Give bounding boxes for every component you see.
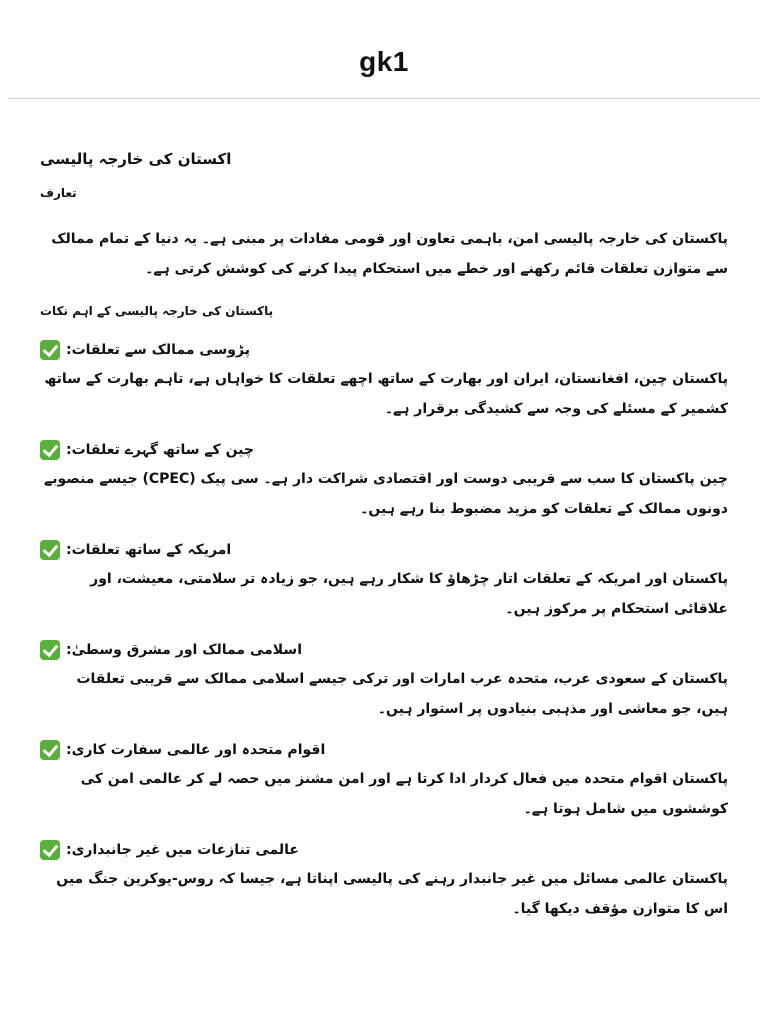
check-mark-icon xyxy=(40,440,60,460)
intro-label: تعارف xyxy=(40,186,77,200)
section-heading-text: امریکہ کے ساتھ تعلقات: xyxy=(66,542,232,558)
intro-paragraph: پاکستان کی خارجہ پالیسی امن، باہمی تعاون اور قومی مفادات پر مبنی ہے۔ یہ دنیا کے تمام ممالک سے متوازن تعلقات قائم رکھنے اور خطے میں استحکام پیدا کرنے کی کوشش کرتی ہے۔ xyxy=(51,231,728,277)
section-body: پاکستان چین، افغانستان، ایران اور بھارت کے ساتھ اچھے تعلقات کا خواہاں ہے، تاہم بھارت کے ساتھ کشمیر کے مسئلے کی وجہ سے کشیدگی برقرار ہے۔ xyxy=(44,371,728,417)
section-heading xyxy=(40,636,728,664)
section-body: پاکستان اقوام متحدہ میں فعال کردار ادا کرتا ہے اور امن مشنز میں حصہ لے کر عالمی امن کی کوششوں میں شامل ہوتا ہے۔ xyxy=(80,771,728,817)
section-body: پاکستان عالمی مسائل میں غیر جانبدار رہنے کی پالیسی اپناتا ہے، جیسا کہ روس-یوکرین جنگ میں اس کا متوازن مؤقف دیکھا گیا۔ xyxy=(56,871,728,917)
section-body: پاکستان اور امریکہ کے تعلقات اتار چڑھاؤ کا شکار رہے ہیں، جو زیادہ تر سلامتی، معیشت، اور علاقائی استحکام پر مرکوز ہیں۔ xyxy=(90,571,728,617)
section-heading-text: اقوام متحدہ اور عالمی سفارت کاری: xyxy=(66,742,326,758)
check-mark-icon xyxy=(40,640,60,660)
section-heading xyxy=(40,436,728,464)
section-united-nations xyxy=(40,736,728,824)
section-heading xyxy=(40,836,728,864)
section-heading xyxy=(40,536,728,564)
section-heading-text: پڑوسی ممالک سے تعلقات: xyxy=(66,342,250,358)
document-content xyxy=(40,150,728,936)
section-body: پاکستان کے سعودی عرب، متحدہ عرب امارات اور ترکی جیسے اسلامی ممالک سے قریبی تعلقات ہیں، جو معاشی اور مذہبی بنیادوں پر استوار ہیں۔ xyxy=(76,671,728,717)
points-label: پاکستان کی خارجہ پالیسی کے اہم نکات xyxy=(40,304,274,318)
section-heading xyxy=(40,336,728,364)
section-china xyxy=(40,436,728,524)
section-body: چین پاکستان کا سب سے قریبی دوست اور اقتصادی شراکت دار ہے۔ سی پیک (CPEC) جیسے منصوبے دونوں ممالک کے تعلقات کو مزید مضبوط بنا رہے ہیں۔ xyxy=(44,471,728,517)
check-mark-icon xyxy=(40,540,60,560)
page-header xyxy=(8,0,760,99)
section-heading xyxy=(40,736,728,764)
section-usa xyxy=(40,536,728,624)
section-neutrality xyxy=(40,836,728,924)
section-islamic-countries xyxy=(40,636,728,724)
check-mark-icon xyxy=(40,340,60,360)
section-neighbors xyxy=(40,336,728,424)
section-heading-text: اسلامی ممالک اور مشرق وسطیٰ: xyxy=(66,642,302,658)
page-title: gk1 xyxy=(359,46,409,77)
section-heading-text: چین کے ساتھ گہرے تعلقات: xyxy=(66,442,254,458)
document-title: اکستان کی خارجہ پالیسی xyxy=(40,150,232,168)
section-heading-text: عالمی تنازعات میں غیر جانبداری: xyxy=(66,842,299,858)
check-mark-icon xyxy=(40,840,60,860)
check-mark-icon xyxy=(40,740,60,760)
